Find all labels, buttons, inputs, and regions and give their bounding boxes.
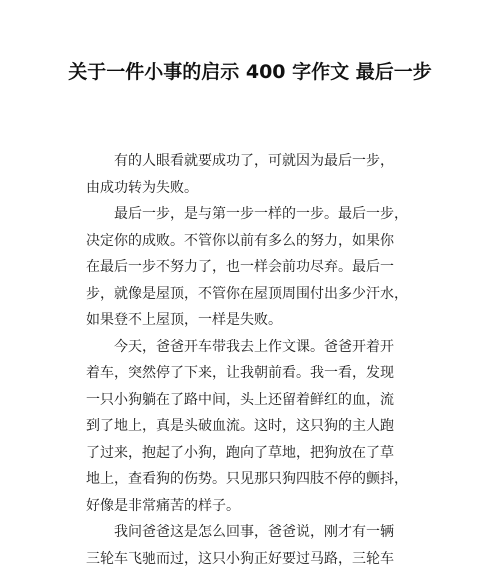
document-body [86,148,422,566]
document-title: 关于一件小事的启示 400 字作文 最后一步 [68,61,432,83]
paragraph: 我问爸爸这是怎么回事，爸爸说，刚才有一辆 三轮车飞驰而过，这只小狗正好要过马路，三轮车 [86,524,394,566]
paragraph: 最后一步，是与第一步一样的一步。最后一步， 决定你的成败。不管你以前有多么的努力，如果你 在最后一步不努力了，也一样会前功尽弃。最后一 步，就像是屋顶，不管你在屋顶周围付出多少汗水， 如果登不上屋顶，一样是失败。 [86,206,408,328]
paragraph: 有的人眼看就要成功了，可就因为最后一步， 由成功转为失败。 [86,153,394,196]
paragraph: 今天，爸爸开车带我去上作文课。爸爸开着开 着车，突然停了下来，让我朝前看。我一看，发现 一只小狗躺在了路中间，头上还留着鲜红的血，流 到了地上，真是头破血流。这时，这只狗的主人跑 了过来，抱起了小狗，跑向了草地，把狗放在了草 地上，查看狗的伤势。只见那只狗四肢不停的颤抖， 好像是非常痛苦的样子。 [86,338,408,514]
